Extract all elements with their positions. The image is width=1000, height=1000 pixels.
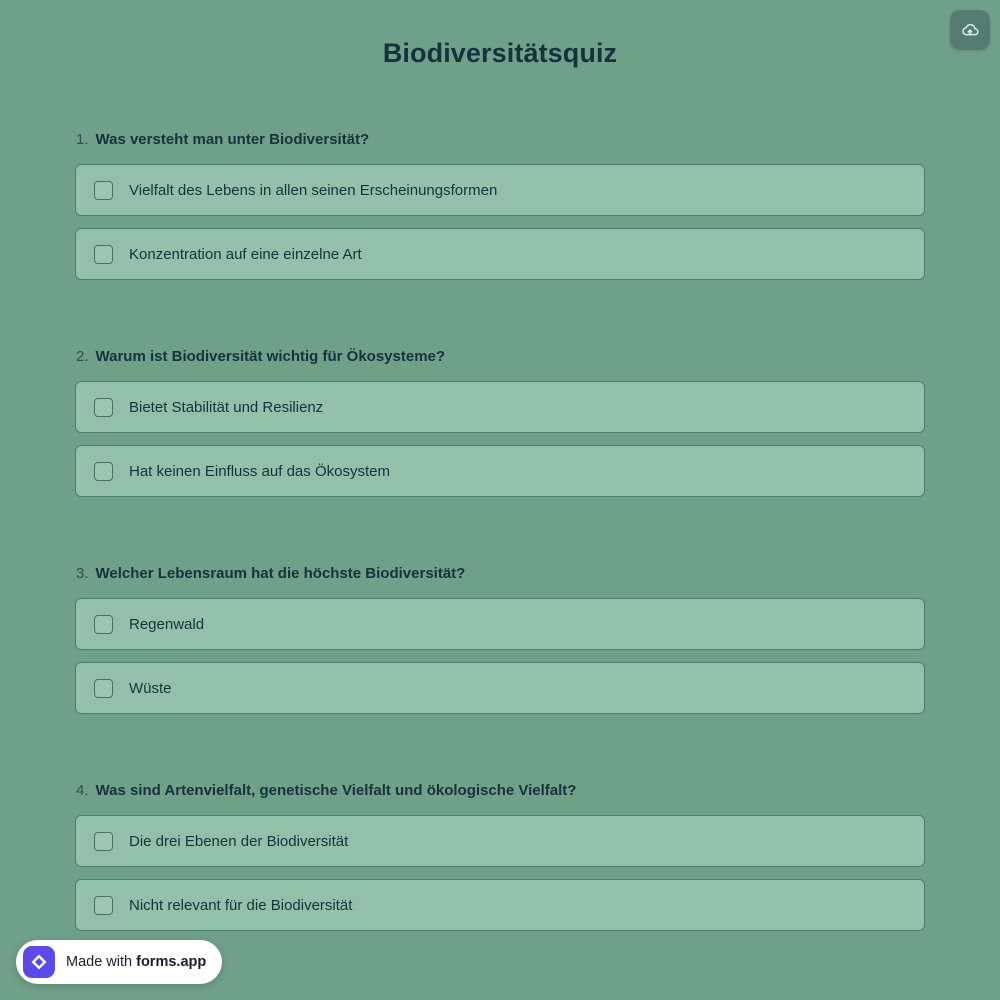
question-text-2: Warum ist Biodiversität wichtig für Ökosysteme? (95, 348, 446, 365)
question-number-4: 4. (76, 782, 89, 799)
cloud-save-button[interactable] (950, 10, 990, 50)
question-list (75, 131, 925, 931)
question-block-3 (75, 565, 925, 714)
option-2-1[interactable] (75, 381, 925, 433)
option-label: Vielfalt des Lebens in allen seinen Erscheinungsformen (129, 181, 498, 199)
option-label: Nicht relevant für die Biodiversität (129, 896, 353, 914)
checkbox-icon[interactable] (94, 398, 113, 417)
option-1-2[interactable] (75, 228, 925, 280)
question-block-4 (75, 782, 925, 931)
option-label: Die drei Ebenen der Biodiversität (129, 832, 349, 850)
badge-brand: forms.app (136, 954, 207, 970)
question-text-4: Was sind Artenvielfalt, genetische Vielfalt und ökologische Vielfalt? (95, 782, 577, 799)
checkbox-icon[interactable] (94, 462, 113, 481)
formsapp-logo-icon (23, 946, 55, 978)
question-block-1 (75, 131, 925, 280)
option-label: Regenwald (129, 615, 205, 633)
option-2-2[interactable] (75, 445, 925, 497)
option-label: Konzentration auf eine einzelne Art (129, 245, 362, 263)
cloud-save-icon (960, 20, 980, 40)
option-1-1[interactable] (75, 164, 925, 216)
checkbox-icon[interactable] (94, 181, 113, 200)
question-text-1: Was versteht man unter Biodiversität? (95, 131, 370, 148)
option-label: Bietet Stabilität und Resilienz (129, 398, 324, 416)
question-block-2 (75, 348, 925, 497)
option-label: Hat keinen Einfluss auf das Ökosystem (129, 462, 390, 480)
question-number-1: 1. (76, 131, 89, 148)
question-heading-1 (75, 131, 925, 148)
checkbox-icon[interactable] (94, 245, 113, 264)
question-number-2: 2. (76, 348, 89, 365)
question-heading-2 (75, 348, 925, 365)
option-3-1[interactable] (75, 598, 925, 650)
made-with-formsapp-badge[interactable] (16, 940, 222, 984)
question-heading-3 (75, 565, 925, 582)
option-3-2[interactable] (75, 662, 925, 714)
question-text-3: Welcher Lebensraum hat die höchste Biodiversität? (95, 565, 466, 582)
option-label: Wüste (129, 679, 172, 697)
question-heading-4 (75, 782, 925, 799)
option-4-2[interactable] (75, 879, 925, 931)
checkbox-icon[interactable] (94, 832, 113, 851)
question-number-3: 3. (76, 565, 89, 582)
badge-prefix: Made with (66, 954, 137, 970)
checkbox-icon[interactable] (94, 679, 113, 698)
page-title: Biodiversitätsquiz (382, 38, 618, 68)
checkbox-icon[interactable] (94, 615, 113, 634)
checkbox-icon[interactable] (94, 896, 113, 915)
badge-text (66, 954, 206, 970)
option-4-1[interactable] (75, 815, 925, 867)
